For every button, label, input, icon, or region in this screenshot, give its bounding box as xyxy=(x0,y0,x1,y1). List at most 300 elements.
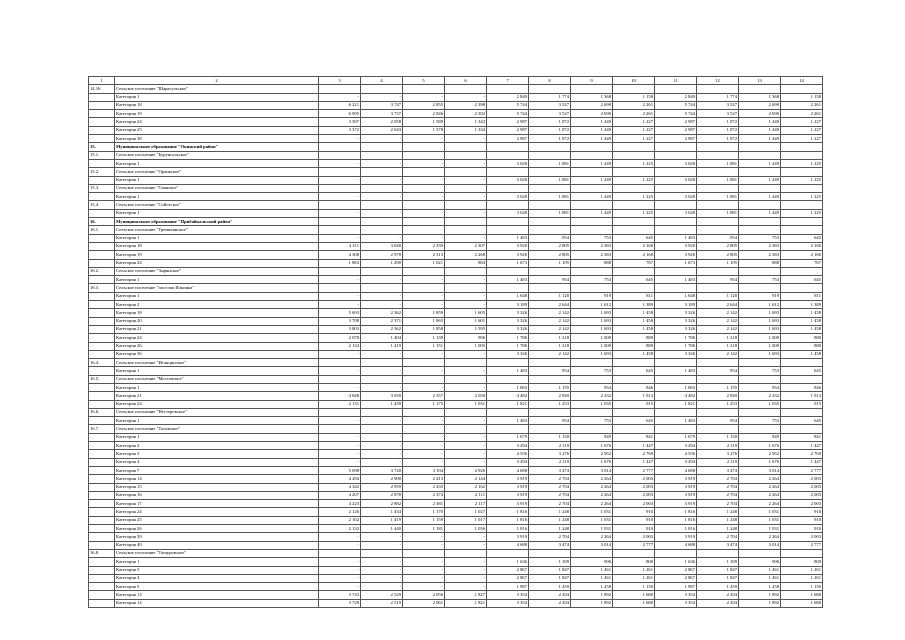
value-cell xyxy=(529,201,571,209)
category-label: Категория 24 xyxy=(115,508,319,516)
row-number xyxy=(89,392,115,400)
value-cell: 1 225 xyxy=(781,159,823,167)
value-cell xyxy=(739,184,781,192)
value-cell: 767 xyxy=(613,259,655,267)
value-cell: 2 050 xyxy=(445,392,487,400)
value-cell: - xyxy=(445,209,487,217)
value-cell: 1 404 xyxy=(361,334,403,342)
value-cell xyxy=(529,267,571,275)
value-cell: 2 690 xyxy=(571,101,613,109)
value-cell: 880 xyxy=(781,334,823,342)
category-label: Категория 1 xyxy=(115,93,319,101)
value-cell xyxy=(361,549,403,557)
row-number xyxy=(89,558,115,566)
table-row xyxy=(89,234,823,242)
value-cell: 1 881 xyxy=(697,176,739,184)
category-label: Категория 1 xyxy=(115,159,319,167)
value-cell: 1 461 xyxy=(739,574,781,582)
category-label: Категория 36 xyxy=(115,350,319,358)
value-cell xyxy=(571,168,613,176)
category-label: Категория 14 xyxy=(115,475,319,483)
table-row xyxy=(89,301,823,309)
value-cell: 1 827 xyxy=(445,591,487,599)
value-cell xyxy=(613,168,655,176)
value-cell: 954 xyxy=(697,417,739,425)
row-number: 16.4. xyxy=(89,359,115,367)
value-cell: 3 326 xyxy=(655,309,697,317)
value-cell: 954 xyxy=(571,383,613,391)
category-label: Категория 20 xyxy=(115,317,319,325)
table-row xyxy=(89,566,823,574)
value-cell: 3 326 xyxy=(655,325,697,333)
value-cell xyxy=(571,375,613,383)
value-cell: 1 676 xyxy=(571,458,613,466)
value-cell: 910 xyxy=(781,525,823,533)
value-cell: 2 435 xyxy=(403,483,445,491)
value-cell: - xyxy=(403,301,445,309)
value-cell: 3 919 xyxy=(487,483,529,491)
value-cell: 1 155 xyxy=(697,383,739,391)
table-row xyxy=(89,591,823,599)
value-cell: 3 919 xyxy=(487,475,529,483)
table-row xyxy=(89,342,823,350)
category-label: Категория 18 xyxy=(115,101,319,109)
column-header: 8 xyxy=(529,77,571,85)
table-row xyxy=(89,491,823,499)
value-cell: 2 160 xyxy=(781,242,823,250)
territory-name: Сельское поселение "Мостовское" xyxy=(115,375,319,383)
value-cell: - xyxy=(361,558,403,566)
value-cell: 919 xyxy=(571,292,613,300)
value-cell: 1 449 xyxy=(571,176,613,184)
value-cell xyxy=(403,267,445,275)
value-cell: 2 294 xyxy=(529,599,571,607)
value-cell: 3 527 xyxy=(529,110,571,118)
value-cell: 767 xyxy=(781,259,823,267)
value-cell: 3 919 xyxy=(487,533,529,541)
row-number xyxy=(89,242,115,250)
value-cell: 2 162 xyxy=(445,483,487,491)
table-row xyxy=(89,516,823,524)
table-row xyxy=(89,93,823,101)
value-cell xyxy=(613,201,655,209)
value-cell xyxy=(319,549,361,557)
value-cell: - xyxy=(361,533,403,541)
value-cell xyxy=(655,359,697,367)
value-cell: 1 693 xyxy=(739,350,781,358)
category-label: Категория 18 xyxy=(115,309,319,317)
value-cell xyxy=(361,143,403,151)
table-row xyxy=(89,159,823,167)
value-cell: 1 449 xyxy=(571,135,613,143)
value-cell: 1 676 xyxy=(739,442,781,450)
value-cell: 1 680 xyxy=(781,591,823,599)
settlement-row xyxy=(89,375,823,383)
category-label: Категория 26 xyxy=(115,525,319,533)
value-cell: 4 207 xyxy=(319,491,361,499)
value-cell xyxy=(529,549,571,557)
value-cell: 2 704 xyxy=(697,483,739,491)
value-cell: - xyxy=(319,417,361,425)
value-cell: - xyxy=(403,442,445,450)
value-cell xyxy=(739,284,781,292)
value-cell: 3 326 xyxy=(655,350,697,358)
value-cell: - xyxy=(445,583,487,591)
value-cell: 3 294 xyxy=(655,458,697,466)
table-row xyxy=(89,558,823,566)
value-cell: 2 058 xyxy=(361,118,403,126)
table-row xyxy=(89,500,823,508)
value-cell: 2 777 xyxy=(613,466,655,474)
value-cell xyxy=(529,85,571,93)
value-cell xyxy=(571,226,613,234)
category-label: Категория 1 xyxy=(115,176,319,184)
value-cell: 1 892 xyxy=(739,599,781,607)
value-cell: 1 105 xyxy=(697,259,739,267)
value-cell: 1 005 xyxy=(445,342,487,350)
value-cell: - xyxy=(445,442,487,450)
value-cell: 2 529 xyxy=(361,591,403,599)
row-number: 16.5. xyxy=(89,375,115,383)
column-header: 14 xyxy=(781,77,823,85)
value-cell: - xyxy=(445,135,487,143)
value-cell: 1 693 xyxy=(739,317,781,325)
value-cell: 1 151 xyxy=(403,342,445,350)
value-cell: 1 458 xyxy=(781,350,823,358)
value-cell: 915 xyxy=(781,400,823,408)
value-cell: 3 028 xyxy=(655,159,697,167)
value-cell: 1 483 xyxy=(655,276,697,284)
value-cell: 1 458 xyxy=(781,325,823,333)
value-cell: 880 xyxy=(613,334,655,342)
value-cell: 1 676 xyxy=(571,442,613,450)
value-cell xyxy=(445,201,487,209)
value-cell: - xyxy=(445,383,487,391)
value-cell: 2 362 xyxy=(361,325,403,333)
value-cell: - xyxy=(319,234,361,242)
value-cell: 1 483 xyxy=(655,367,697,375)
category-label: Категория 19 xyxy=(115,110,319,118)
value-cell: 2 264 xyxy=(571,533,613,541)
row-number xyxy=(89,525,115,533)
value-cell: 954 xyxy=(529,276,571,284)
value-cell: 645 xyxy=(613,417,655,425)
value-cell xyxy=(697,218,739,226)
value-cell xyxy=(613,284,655,292)
category-label: Категория 18 xyxy=(115,242,319,250)
value-cell: 1 863 xyxy=(319,259,361,267)
value-cell: 1 881 xyxy=(529,176,571,184)
value-cell: 2 926 xyxy=(445,466,487,474)
value-cell: 1 175 xyxy=(403,400,445,408)
row-number: 15.3. xyxy=(89,184,115,192)
value-cell: - xyxy=(445,276,487,284)
value-cell xyxy=(487,408,529,416)
value-cell: 1 483 xyxy=(655,417,697,425)
value-cell: 2 383 xyxy=(571,251,613,259)
value-cell: 2 160 xyxy=(781,251,823,259)
value-cell: - xyxy=(319,541,361,549)
value-cell xyxy=(319,151,361,159)
value-cell xyxy=(445,184,487,192)
value-cell xyxy=(655,143,697,151)
value-cell: 1 872 xyxy=(529,135,571,143)
category-label: Категория 7 xyxy=(115,466,319,474)
value-cell xyxy=(529,218,571,226)
row-number xyxy=(89,400,115,408)
value-cell: - xyxy=(361,135,403,143)
category-label: Категория 1 xyxy=(115,209,319,217)
value-cell: 2 144 xyxy=(445,475,487,483)
value-cell: 1 017 xyxy=(445,516,487,524)
category-label: Категория 40 xyxy=(115,541,319,549)
value-cell: 1 913 xyxy=(613,392,655,400)
value-cell xyxy=(739,168,781,176)
table-body xyxy=(89,85,823,608)
value-cell: 2 119 xyxy=(529,458,571,466)
value-cell xyxy=(487,201,529,209)
value-cell: 2 003 xyxy=(613,491,655,499)
value-cell xyxy=(571,425,613,433)
value-cell: 1 419 xyxy=(361,342,403,350)
value-cell: 2 704 xyxy=(697,533,739,541)
row-number xyxy=(89,417,115,425)
value-cell: 753 xyxy=(739,417,781,425)
table-row xyxy=(89,292,823,300)
value-cell: 2 704 xyxy=(529,500,571,508)
value-cell: 3 708 xyxy=(319,317,361,325)
value-cell: - xyxy=(361,450,403,458)
value-cell: 1 872 xyxy=(697,126,739,134)
value-cell xyxy=(781,267,823,275)
column-header: 7 xyxy=(487,77,529,85)
value-cell: 1 261 xyxy=(781,566,823,574)
value-cell: 811 xyxy=(613,292,655,300)
value-cell: - xyxy=(403,541,445,549)
value-cell: 4 311 xyxy=(319,242,361,250)
value-cell: - xyxy=(319,93,361,101)
table-row xyxy=(89,325,823,333)
value-cell: 2 959 xyxy=(361,483,403,491)
table-row xyxy=(89,259,823,267)
value-cell: 645 xyxy=(781,367,823,375)
value-cell: 1 031 xyxy=(571,525,613,533)
value-cell: 2 849 xyxy=(487,93,529,101)
value-cell: 1 449 xyxy=(571,159,613,167)
value-cell: 4 688 xyxy=(655,541,697,549)
value-cell xyxy=(319,226,361,234)
value-cell: 3 920 xyxy=(655,242,697,250)
value-cell: 2 987 xyxy=(655,126,697,134)
value-cell xyxy=(319,425,361,433)
row-number: 16.6. xyxy=(89,408,115,416)
settlement-row xyxy=(89,359,823,367)
value-cell xyxy=(613,226,655,234)
value-cell xyxy=(697,408,739,416)
value-cell xyxy=(403,85,445,93)
value-cell: 841 xyxy=(781,433,823,441)
settlement-row xyxy=(89,168,823,176)
value-cell: 4 688 xyxy=(487,466,529,474)
value-cell: - xyxy=(319,583,361,591)
table-row xyxy=(89,508,823,516)
table-row xyxy=(89,126,823,134)
value-cell xyxy=(571,408,613,416)
row-number xyxy=(89,292,115,300)
row-number xyxy=(89,251,115,259)
value-cell xyxy=(487,184,529,192)
value-cell: 1 483 xyxy=(487,276,529,284)
value-cell xyxy=(781,85,823,93)
value-cell: - xyxy=(403,135,445,143)
value-cell xyxy=(361,151,403,159)
value-cell: 1 258 xyxy=(571,583,613,591)
value-cell: 3 474 xyxy=(697,541,739,549)
value-cell: 2 294 xyxy=(697,591,739,599)
value-cell xyxy=(361,408,403,416)
value-cell: 2 102 xyxy=(319,516,361,524)
value-cell: 1 847 xyxy=(529,566,571,574)
value-cell: 1 181 xyxy=(403,525,445,533)
category-label: Категория 1 xyxy=(115,276,319,284)
value-cell: 1 449 xyxy=(739,193,781,201)
value-cell xyxy=(655,226,697,234)
value-cell: - xyxy=(403,583,445,591)
value-cell xyxy=(403,143,445,151)
value-cell: 2 381 xyxy=(403,500,445,508)
value-cell: 1 774 xyxy=(529,93,571,101)
value-cell: - xyxy=(403,209,445,217)
value-cell xyxy=(655,284,697,292)
value-cell: 1 636 xyxy=(487,558,529,566)
value-cell: 1 449 xyxy=(571,193,613,201)
row-number: 16.8. xyxy=(89,549,115,557)
value-cell: - xyxy=(319,574,361,582)
value-cell xyxy=(655,408,697,416)
value-cell: 2 264 xyxy=(739,491,781,499)
value-cell: - xyxy=(403,458,445,466)
value-cell: 2 362 xyxy=(361,309,403,317)
value-cell: 1 253 xyxy=(697,400,739,408)
value-cell: 2 261 xyxy=(613,101,655,109)
value-cell xyxy=(529,359,571,367)
value-cell: 1 816 xyxy=(487,525,529,533)
value-cell: 1 170 xyxy=(403,508,445,516)
value-cell xyxy=(403,184,445,192)
value-cell: 5 744 xyxy=(655,101,697,109)
value-cell xyxy=(529,375,571,383)
row-number xyxy=(89,433,115,441)
value-cell: 1 389 xyxy=(613,301,655,309)
row-number xyxy=(89,458,115,466)
row-number xyxy=(89,466,115,474)
value-cell: 2 232 xyxy=(739,392,781,400)
category-label: Категория 25 xyxy=(115,126,319,134)
value-cell: - xyxy=(403,574,445,582)
value-cell: - xyxy=(361,458,403,466)
value-cell: 2 119 xyxy=(529,442,571,450)
value-cell: 1 389 xyxy=(781,301,823,309)
value-cell: 2 878 xyxy=(361,491,403,499)
territory-name: Сельское поселение "Нестеровское" xyxy=(115,408,319,416)
value-cell: 753 xyxy=(571,276,613,284)
value-cell xyxy=(613,143,655,151)
value-cell: 2 704 xyxy=(697,475,739,483)
value-cell xyxy=(403,201,445,209)
value-cell xyxy=(529,284,571,292)
value-cell xyxy=(781,184,823,192)
value-cell: - xyxy=(403,193,445,201)
value-cell: - xyxy=(361,350,403,358)
value-cell xyxy=(445,143,487,151)
value-cell xyxy=(529,425,571,433)
row-number: 16.3. xyxy=(89,284,115,292)
value-cell: 2 805 xyxy=(529,242,571,250)
row-number xyxy=(89,301,115,309)
value-cell: 3 919 xyxy=(655,533,697,541)
row-number: 15. xyxy=(89,143,115,151)
value-cell: 2 690 xyxy=(571,110,613,118)
value-cell: 1 648 xyxy=(655,292,697,300)
value-cell: 3 028 xyxy=(655,209,697,217)
row-number xyxy=(89,383,115,391)
value-cell xyxy=(697,284,739,292)
category-label: Категория 19 xyxy=(115,251,319,259)
value-cell xyxy=(319,218,361,226)
value-cell: 906 xyxy=(739,558,781,566)
value-cell xyxy=(781,226,823,234)
value-cell: 811 xyxy=(781,292,823,300)
value-cell: 2 043 xyxy=(361,126,403,134)
value-cell xyxy=(571,549,613,557)
category-label: Категория 16 xyxy=(115,491,319,499)
value-cell: 645 xyxy=(613,276,655,284)
settlement-row xyxy=(89,184,823,192)
category-label: Категория 24 xyxy=(115,118,319,126)
value-cell xyxy=(571,151,613,159)
value-cell: 996 xyxy=(445,334,487,342)
column-header: 12 xyxy=(697,77,739,85)
value-cell: 3 294 xyxy=(487,442,529,450)
value-cell: 1 225 xyxy=(613,209,655,217)
territory-name: Сельское поселение "Гремячинское" xyxy=(115,226,319,234)
value-cell: 1 227 xyxy=(781,135,823,143)
value-cell: 1 693 xyxy=(571,325,613,333)
value-cell xyxy=(571,359,613,367)
value-cell xyxy=(739,143,781,151)
value-cell: 1 459 xyxy=(697,583,739,591)
territory-name: Сельское поселение "Шарагульское" xyxy=(115,85,319,93)
value-cell: 1 816 xyxy=(487,508,529,516)
value-cell xyxy=(319,408,361,416)
value-cell: 1 225 xyxy=(781,176,823,184)
value-cell: 1 459 xyxy=(529,583,571,591)
value-cell: - xyxy=(361,433,403,441)
value-cell: 1 227 xyxy=(613,126,655,134)
value-cell: 880 xyxy=(613,342,655,350)
table-row xyxy=(89,475,823,483)
value-cell: 3 920 xyxy=(487,251,529,259)
value-cell: 2 704 xyxy=(697,500,739,508)
value-cell: - xyxy=(319,566,361,574)
value-cell xyxy=(697,375,739,383)
row-number xyxy=(89,176,115,184)
value-cell: 3 919 xyxy=(487,500,529,508)
value-cell: - xyxy=(319,176,361,184)
value-cell: 2 952 xyxy=(571,450,613,458)
value-cell: 1 693 xyxy=(571,309,613,317)
value-cell xyxy=(697,201,739,209)
